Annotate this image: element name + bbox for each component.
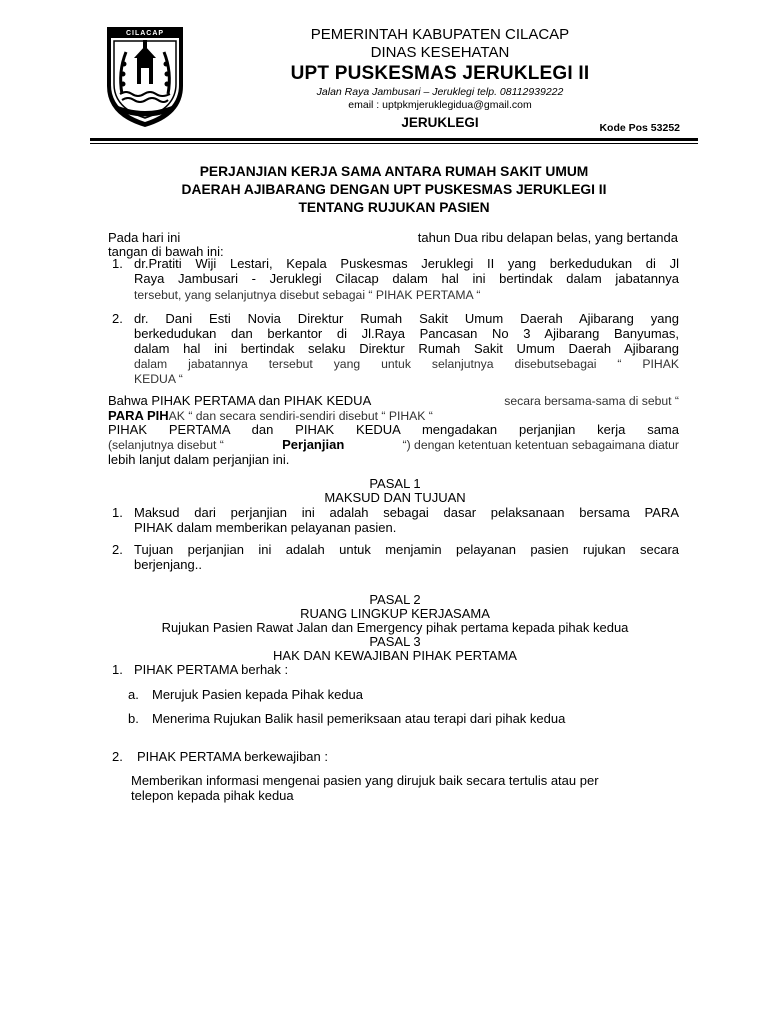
party-2-line-1: dr. Dani Esti Novia Direktur Rumah Sakit Umum Daerah Ajibarang yang: [134, 311, 679, 326]
pasal-2-text: Rujukan Pasien Rawat Jalan dan Emergency pihak pertama kepada pihak kedua: [161, 620, 629, 635]
address-line: Jalan Raya Jambusari – Jeruklegi telp. 08112939222: [316, 86, 564, 98]
intro-year: tahun Dua ribu delapan belas, yang bertanda: [417, 230, 678, 245]
pasal-1-item-1-line-2: PIHAK dalam memberikan pelayanan pasien.: [134, 520, 397, 535]
parties-paragraph-line-4: (selanjutnya disebut “ Perjanjian “) dengan ketentuan ketentuan sebagaimana diatur: [108, 437, 679, 452]
party-2-line-3: dalam hal ini bertindak selaku Direktur Rumah Sakit Umum Daerah Ajibarang: [134, 341, 679, 356]
parties-paragraph-line-1: Bahwa PIHAK PERTAMA dan PIHAK KEDUA secara bersama-sama di sebut “: [108, 393, 679, 408]
pasal-3-sub-b-letter: b.: [128, 711, 139, 726]
intro-signatories: tangan di bawah ini:: [108, 244, 224, 259]
pasal-1-item-1-number: 1.: [112, 505, 123, 520]
party-1-line-3: tersebut, yang selanjutnya disebut sebagai “ PIHAK PERTAMA “: [134, 288, 481, 302]
pasal-1-heading: PASAL 1: [369, 476, 421, 491]
emblem-label: CILACAP: [125, 30, 165, 37]
pasal-3-item-2-label: PIHAK PERTAMA berkewajiban :: [137, 749, 328, 764]
pasal-3-item-2-number: 2.: [112, 749, 123, 764]
party-2-line-2: berkedudukan dan berkantor di Jl.Raya Pancasan No 3 Ajibarang Banyumas,: [134, 326, 679, 341]
pasal-3-sub-b-text: Menerima Rujukan Balik hasil pemeriksaan atau terapi dari pihak kedua: [152, 711, 566, 726]
pasal-1-item-1-line-1: Maksud dari perjanjian ini adalah sebagai dasar pelaksanaan bersama PARA: [134, 505, 679, 520]
pasal-3-obligation-line-1: Memberikan informasi mengenai pasien yang dirujuk baik secara tertulis atau per: [131, 773, 599, 788]
cilacap-regency-emblem-icon: [104, 24, 186, 130]
pasal-3-sub-a-text: Merujuk Pasien kepada Pihak kedua: [152, 687, 364, 702]
party-2-line-4: dalam jabatannya tersebut yang untuk selanjutnya disebutsebagai “ PIHAK: [134, 357, 679, 371]
pasal-2-heading: PASAL 2: [369, 592, 421, 607]
pasal-3-subheading: HAK DAN KEWAJIBAN PIHAK PERTAMA: [273, 648, 517, 663]
letterhead: [200, 26, 680, 131]
document-title: PERJANJIAN KERJA SAMA ANTARA RUMAH SAKIT UMUM DAERAH AJIBARANG DENGAN UPT PUSKESMAS JERUKLEGI II TENTANG RUJUKAN PASIEN: [181, 164, 607, 215]
parties-paragraph-line-2: PARA PIHAK “ dan secara sendiri-sendiri disebut “ PIHAK “: [108, 408, 433, 423]
government-name: PEMERINTAH KABUPATEN CILACAP: [310, 26, 570, 43]
pasal-1-item-2-number: 2.: [112, 542, 123, 557]
pasal-1-subheading: MAKSUD DAN TUJUAN: [324, 490, 466, 505]
intro-day: Pada hari ini: [108, 230, 181, 245]
pasal-3-sub-a-letter: a.: [128, 687, 139, 702]
department-name: DINAS KESEHATAN: [370, 44, 510, 61]
header-rule-thick: [90, 138, 698, 141]
parties-paragraph-line-5: lebih lanjut dalam perjanjian ini.: [108, 452, 290, 467]
pasal-3-item-1-number: 1.: [112, 662, 123, 677]
pasal-1-item-2-line-2: berjenjang..: [134, 557, 202, 572]
party-1-line-1: dr.Pratiti Wiji Lestari, Kepala Puskesmas Jeruklegi II yang berkedudukan di Jl: [134, 256, 679, 271]
pasal-3-obligation-line-2: telepon kepada pihak kedua: [131, 788, 294, 803]
party-2-line-5: KEDUA “: [134, 372, 183, 386]
city-name: JERUKLEGI: [401, 115, 479, 130]
parties-paragraph-line-3: PIHAK PERTAMA dan PIHAK KEDUA mengadakan perjanjian kerja sama: [108, 422, 679, 437]
pasal-2-subheading: RUANG LINGKUP KERJASAMA: [300, 606, 490, 621]
pasal-3-item-1-label: PIHAK PERTAMA berhak :: [134, 662, 289, 677]
party-2-number: 2.: [112, 311, 123, 326]
postal-code: Kode Pos 53252: [599, 122, 680, 134]
party-1-number: 1.: [112, 256, 123, 271]
header-rule-thin: [90, 143, 698, 144]
party-1-line-2: Raya Jambusari - Jeruklegi Cilacap dalam hal ini bertindak dalam jabatannya: [134, 271, 679, 286]
email-line: email : uptpkmjeruklegidua@gmail.com: [348, 99, 532, 111]
pasal-3-heading: PASAL 3: [369, 634, 421, 649]
institution-name: UPT PUSKESMAS JERUKLEGI II: [290, 63, 590, 84]
pasal-1-item-2-line-1: Tujuan perjanjian ini adalah untuk menjamin pelayanan pasien rujukan secara: [134, 542, 679, 557]
